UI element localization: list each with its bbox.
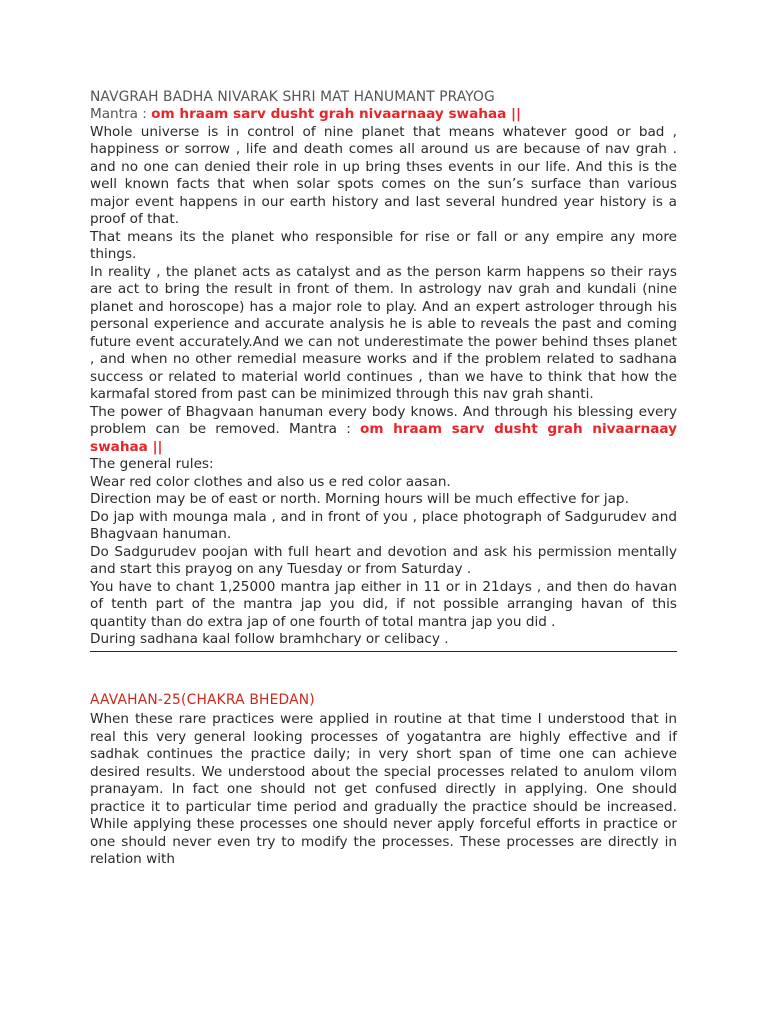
mantra-text-inline: om hraam sarv dusht grah nivaarnaay swahaa || <box>90 421 677 455</box>
rule-item: You have to chant 1,25000 mantra jap either in 11 or in 21days , and then do havan of tenth part of the mantra jap you did, if not possible arranging havan of this quantity than do extra jap of one fourth of total mantra jap you did . <box>90 578 677 630</box>
mantra-text: om hraam sarv dusht grah nivaarnaay swahaa || <box>151 106 521 122</box>
rule-item: Wear red color clothes and also us e red color aasan. <box>90 473 451 490</box>
mantra-line <box>90 106 677 124</box>
rule-item: Do jap with mounga mala , and in front of you , place photograph of Sadgurudev and Bhagvaan hanuman. <box>90 508 677 542</box>
section-divider <box>90 651 677 652</box>
rule-item: Do Sadgurudev poojan with full heart and devotion and ask his permission mentally and start this prayog on any Tuesday or from Saturday . <box>90 543 677 577</box>
paragraph-text: The power of Bhagvaan hanuman every body knows. And through his blessing every problem can be removed. Mantra : <box>90 403 677 437</box>
paragraph: In reality , the planet acts as catalyst and as the person karm happens so their rays are act to bring the result in front of them. In astrology nav grah and kundali (nine planet and horoscope) has a major role to play. And an expert astrologer through his personal experience and accurate analysis he is able to reveals the past and coming future event accurately.And we can not underestimate the power behind thses planet , and when no other remedial measure works and if the problem related to sadhana success or related to material world continues , than we have to think that how the karmafal stored from past can be minimized through this nav grah shanti. <box>90 263 677 402</box>
rules-intro: The general rules: <box>90 456 214 472</box>
paragraph <box>90 404 677 457</box>
article-aavahan <box>90 692 677 869</box>
mantra-label: Mantra : <box>90 106 152 122</box>
paragraph: Whole universe is in control of nine planet that means whatever good or bad , happiness or sorrow , life and death comes all around us are because of nav grah . and no one can denied their role in up bring thses events in our life. And this is the well known facts that when solar spots comes on the sun’s surface than various major event happens in our earth history and last several hundred year history is a proof of that. <box>90 123 677 227</box>
rule-item: During sadhana kaal follow bramhchary or celibacy . <box>90 631 449 647</box>
article-heading: NAVGRAH BADHA NIVARAK SHRI MAT HANUMANT PRAYOG <box>90 89 495 105</box>
rule-item: Direction may be of east or north. Morning hours will be much effective for jap. <box>90 491 629 507</box>
paragraph: When these rare practices were applied in routine at that time I understood that in real this very general looking processes of yogatantra are highly effective and if sadhak continues the practice daily; in very short span of time one can achieve desired results. We understood about the special processes related to anulom vilom pranayam. In fact one should not get confused directly in applying. One should practice it to particular time period and gradually the practice should be increased. While applying these processes one should never apply forceful efforts in practice or one should never even try to modify the processes. These processes are directly in relation with <box>90 711 677 867</box>
paragraph: That means its the planet who responsible for rise or fall or any empire any more things. <box>90 228 677 262</box>
document-page <box>90 88 677 869</box>
section-heading: AAVAHAN-25(CHAKRA BHEDAN) <box>90 691 315 708</box>
article-navgrah <box>90 88 677 652</box>
